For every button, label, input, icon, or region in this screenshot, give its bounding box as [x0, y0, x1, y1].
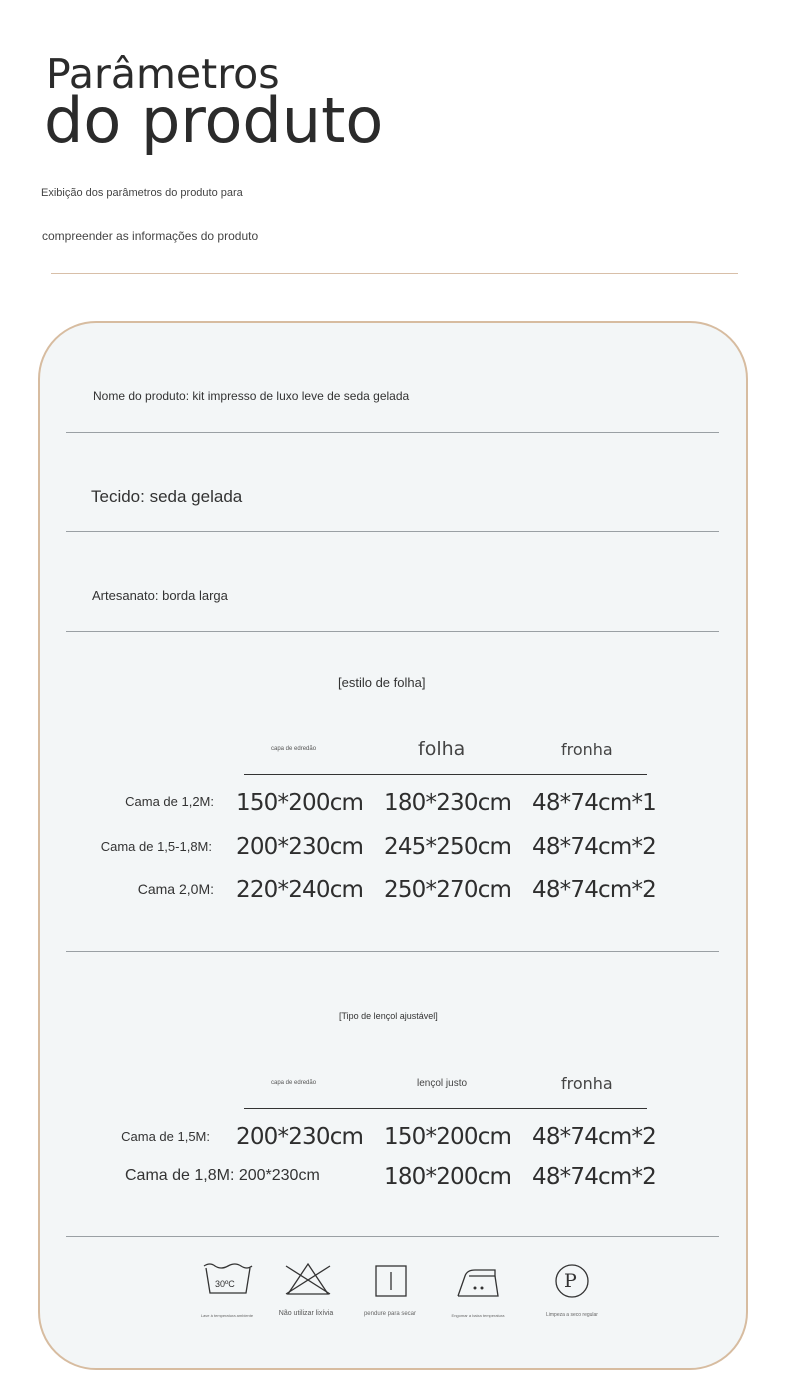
- dry-clean-letter: P: [564, 1270, 577, 1292]
- column-header: fronha: [561, 740, 613, 759]
- divider: [66, 951, 719, 952]
- table-cell: 220*240cm: [236, 877, 364, 903]
- column-header: capa de edredão: [271, 746, 317, 752]
- subtitle-line2: compreender as informações do produto: [42, 229, 259, 243]
- fabric: Tecido: seda gelada: [91, 487, 243, 506]
- care-label: Engomar a baixa temperatura: [451, 1313, 505, 1318]
- care-label: pendure para secar: [363, 1311, 417, 1317]
- column-header: lençol justo: [417, 1078, 468, 1089]
- craft: Artesanato: borda larga: [92, 588, 228, 603]
- wash-temp-label: 30ºC: [215, 1279, 235, 1289]
- row-label: Cama de 1,8M: 200*230cm: [125, 1167, 320, 1184]
- table-cell: 48*74cm*2: [532, 877, 657, 903]
- divider: [66, 1236, 719, 1237]
- care-label: Lave à temperatura ambiente: [200, 1313, 254, 1318]
- page-title-line2: do produto: [44, 84, 384, 157]
- hang-dry-icon: [374, 1264, 408, 1303]
- fitted-style-title: [Tipo de lençol ajustável]: [339, 1011, 438, 1021]
- table-cell: 180*230cm: [384, 790, 512, 816]
- divider: [66, 531, 719, 532]
- divider: [66, 432, 719, 433]
- table-cell: 150*200cm: [384, 1124, 512, 1150]
- table-cell: 48*74cm*2: [532, 834, 657, 860]
- table-cell: 250*270cm: [384, 877, 512, 903]
- divider: [66, 631, 719, 632]
- table-header-rule: [244, 774, 647, 775]
- sheet-style-title: [estilo de folha]: [338, 675, 426, 690]
- column-header: capa de edredão: [271, 1080, 317, 1086]
- row-label: Cama 2,0M:: [137, 881, 214, 897]
- table-cell: 245*250cm: [384, 834, 512, 860]
- table-cell: 150*200cm: [236, 790, 364, 816]
- table-cell: 200*230cm: [236, 834, 364, 860]
- table-cell: 180*200cm: [384, 1164, 512, 1190]
- table-cell: 48*74cm*1: [532, 790, 657, 816]
- care-label: Não utilizar lixívia: [278, 1310, 334, 1317]
- care-label: Limpeza a seco regular: [546, 1312, 598, 1318]
- table-header-rule: [244, 1108, 647, 1109]
- iron-low-icon: [455, 1266, 501, 1303]
- product-name: Nome do produto: kit impresso de luxo leve de seda gelada: [93, 389, 410, 403]
- column-header: folha: [418, 738, 466, 760]
- table-cell: 48*74cm*2: [532, 1124, 657, 1150]
- row-label: Cama de 1,5-1,8M:: [100, 839, 212, 854]
- column-header: fronha: [561, 1074, 613, 1093]
- table-cell: 200*230cm: [236, 1124, 364, 1150]
- header-divider: [51, 273, 738, 274]
- page-title-line1: Parâmetros: [46, 50, 280, 98]
- row-label: Cama de 1,2M:: [125, 794, 214, 809]
- table-cell: 48*74cm*2: [532, 1164, 657, 1190]
- row-label: Cama de 1,5M:: [121, 1129, 210, 1144]
- no-bleach-icon: [284, 1262, 332, 1301]
- subtitle-line1: Exibição dos parâmetros do produto para: [41, 187, 243, 199]
